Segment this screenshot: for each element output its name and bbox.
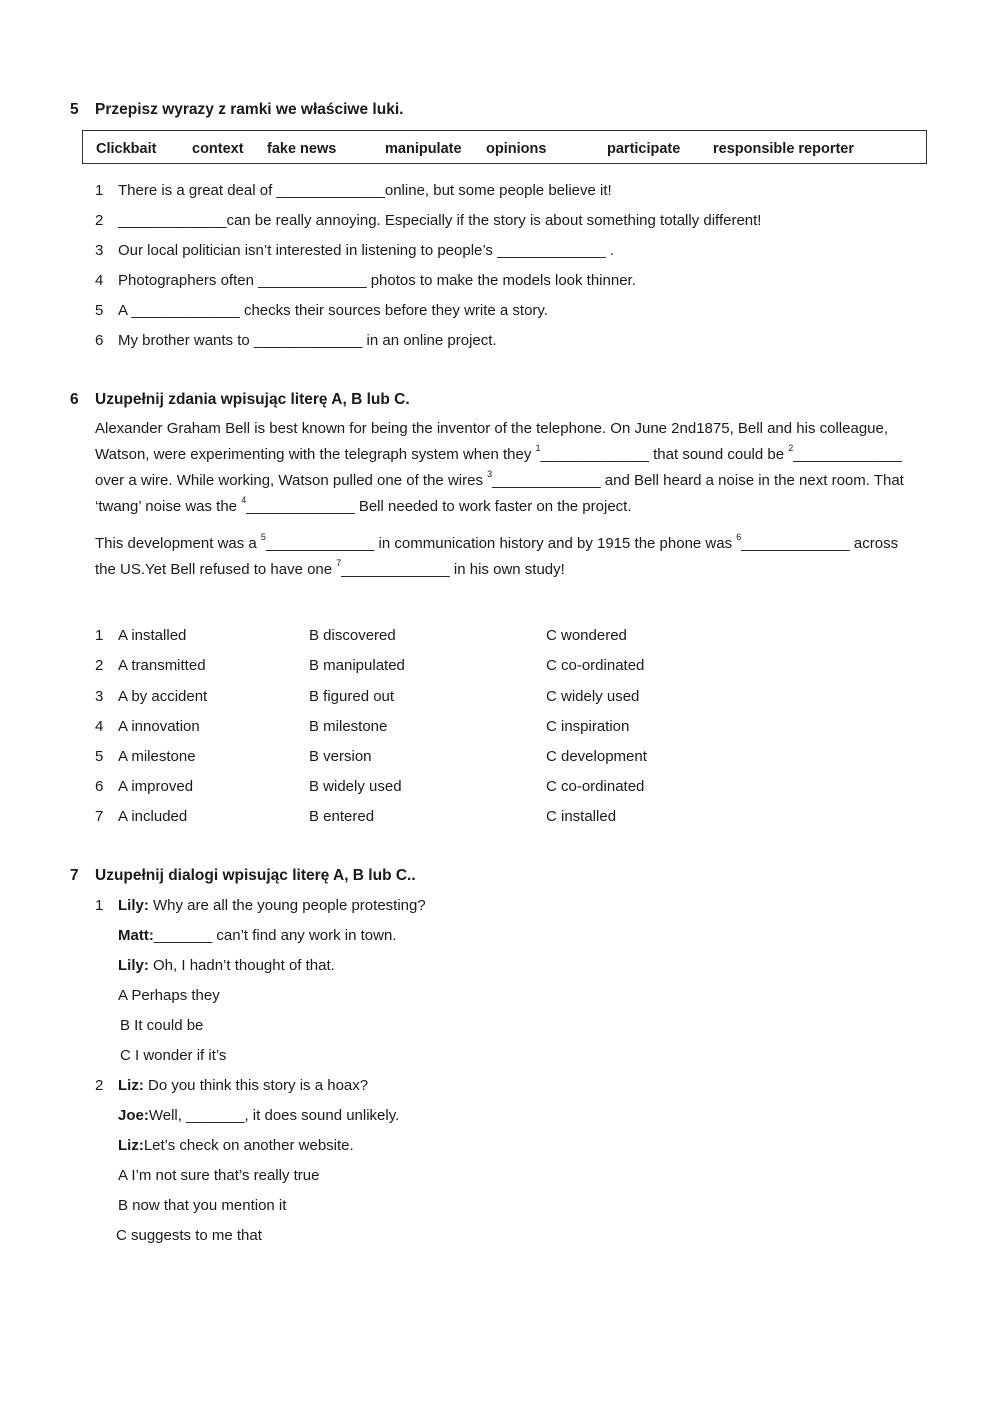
item-number: 2 xyxy=(95,212,104,229)
word-box-item: manipulate xyxy=(385,141,462,157)
line-text: _____________ in communication history and by 1915 the phone was xyxy=(265,535,737,552)
option-number: 5 xyxy=(95,748,104,765)
option-number: 6 xyxy=(95,778,104,795)
option-a: A innovation xyxy=(118,718,200,735)
option-b: B version xyxy=(309,748,372,765)
paragraph-line xyxy=(95,495,632,515)
gap-number: 3 xyxy=(487,469,493,479)
option-c: C wondered xyxy=(546,627,627,644)
dialogue-line xyxy=(118,927,396,944)
speaker: Liz: xyxy=(118,1077,144,1094)
item-number: 1 xyxy=(95,182,104,199)
paragraph-line xyxy=(95,420,888,437)
speaker: Joe: xyxy=(118,1107,149,1124)
gap-number: 2 xyxy=(788,443,794,453)
paragraph-line xyxy=(95,443,902,463)
exercise-6-title: Uzupełnij zdania wpisując literę A, B lub C. xyxy=(95,391,410,408)
gap-number: 1 xyxy=(535,443,541,453)
item-number: 5 xyxy=(95,302,104,319)
option-a: A transmitted xyxy=(118,657,206,674)
option-a: A improved xyxy=(118,778,194,795)
dialogue-line xyxy=(118,897,426,914)
line-text: Do you think this story is a hoax? xyxy=(143,1077,369,1094)
line-text: ‘twang’ noise was the xyxy=(95,498,242,515)
line-text: _____________ Bell needed to work faster on the project. xyxy=(246,498,632,515)
line-text: _____________ across xyxy=(741,535,899,552)
option-number: 4 xyxy=(95,718,104,735)
option-b: B now that you mention it xyxy=(118,1197,287,1214)
line-text: _____________ and Bell heard a noise in the next room. That xyxy=(492,472,904,489)
option-c: C suggests to me that xyxy=(116,1227,262,1244)
gap-number: 4 xyxy=(241,495,247,505)
option-b: B widely used xyxy=(309,778,402,795)
line-text: Well, _______, it does sound unlikely. xyxy=(148,1107,400,1124)
option-c: C co-ordinated xyxy=(546,657,645,674)
line-text: _______ can’t find any work in town. xyxy=(153,927,397,944)
exercise-5-number: 5 xyxy=(70,101,79,118)
paragraph-line xyxy=(95,532,899,552)
dialogue-line xyxy=(118,1077,368,1094)
gap-number: 5 xyxy=(260,532,266,542)
word-box-item: Clickbait xyxy=(96,141,157,157)
item-number: 6 xyxy=(95,332,104,349)
exercise-7-number: 7 xyxy=(70,867,79,884)
item-text: Photographers often _____________ photos to make the models look thinner. xyxy=(118,272,636,289)
item-number: 4 xyxy=(95,272,104,289)
gap-number: 6 xyxy=(736,532,742,542)
option-a: A included xyxy=(118,808,188,825)
speaker: Lily: xyxy=(118,957,149,974)
option-number: 2 xyxy=(95,657,104,674)
gap-number: 7 xyxy=(336,558,342,568)
word-box xyxy=(82,130,927,164)
paragraph-line xyxy=(95,558,565,578)
item-number: 3 xyxy=(95,242,104,259)
word-box-item: fake news xyxy=(267,141,337,157)
option-a: A milestone xyxy=(118,748,196,765)
dialogue-line xyxy=(118,1137,354,1154)
line-text: _____________ that sound could be xyxy=(540,446,789,463)
option-a: A I’m not sure that’s really true xyxy=(118,1167,320,1184)
option-a: A installed xyxy=(118,627,187,644)
option-c: C inspiration xyxy=(546,718,630,735)
option-b: B entered xyxy=(309,808,375,825)
option-b: B figured out xyxy=(309,688,395,705)
option-number: 7 xyxy=(95,808,104,825)
item-text: _____________can be really annoying. Especially if the story is about something totally different! xyxy=(118,212,762,229)
word-box-item: responsible reporter xyxy=(713,141,855,157)
option-c: C I wonder if it’s xyxy=(120,1047,227,1064)
item-text: Our local politician isn’t interested in listening to people’s _____________ . xyxy=(118,242,614,259)
option-number: 1 xyxy=(95,627,104,644)
line-text: Watson, were experimenting with the telegraph system when they xyxy=(95,446,536,463)
line-text: Let’s check on another website. xyxy=(143,1137,354,1154)
option-c: C development xyxy=(546,748,647,765)
dialogue-number: 2 xyxy=(95,1077,104,1094)
item-text: A _____________ checks their sources before they write a story. xyxy=(118,302,548,319)
line-text: the US.Yet Bell refused to have one xyxy=(95,561,337,578)
speaker: Lily: xyxy=(118,897,149,914)
line-text: _____________ xyxy=(793,446,902,463)
option-b: B manipulated xyxy=(309,657,405,674)
line-text: Oh, I hadn’t thought of that. xyxy=(148,957,335,974)
exercise-6-number: 6 xyxy=(70,391,79,408)
dialogue-line xyxy=(118,957,335,974)
option-c: C widely used xyxy=(546,688,640,705)
option-a: A by accident xyxy=(118,688,208,705)
option-b: B milestone xyxy=(309,718,388,735)
line-text: Why are all the young people protesting? xyxy=(148,897,426,914)
line-text: This development was a xyxy=(95,535,261,552)
dialogue-line xyxy=(118,1107,399,1124)
paragraph-line xyxy=(95,469,904,489)
word-box-item: opinions xyxy=(486,141,547,157)
exercise-7-title: Uzupełnij dialogi wpisując literę A, B lub C.. xyxy=(95,867,416,884)
line-text: Alexander Graham Bell is best known for being the inventor of the telephone. On June 2nd1875, Bell and his colleague, xyxy=(95,420,889,437)
word-box-item: context xyxy=(192,141,244,157)
exercise-5-title: Przepisz wyrazy z ramki we właściwe luki. xyxy=(95,101,404,118)
option-b: B discovered xyxy=(309,627,396,644)
option-a: A Perhaps they xyxy=(118,987,220,1004)
speaker: Liz: xyxy=(118,1137,144,1154)
option-b: B It could be xyxy=(120,1017,204,1034)
option-c: C installed xyxy=(546,808,617,825)
word-box-item: participate xyxy=(607,141,681,157)
item-text: My brother wants to _____________ in an online project. xyxy=(118,332,497,349)
dialogue-number: 1 xyxy=(95,897,104,914)
option-c: C co-ordinated xyxy=(546,778,645,795)
line-text: over a wire. While working, Watson pulled one of the wires xyxy=(95,472,488,489)
option-number: 3 xyxy=(95,688,104,705)
line-text: _____________ in his own study! xyxy=(341,561,565,578)
item-text: There is a great deal of _____________online, but some people believe it! xyxy=(118,182,612,199)
speaker: Matt: xyxy=(118,927,154,944)
